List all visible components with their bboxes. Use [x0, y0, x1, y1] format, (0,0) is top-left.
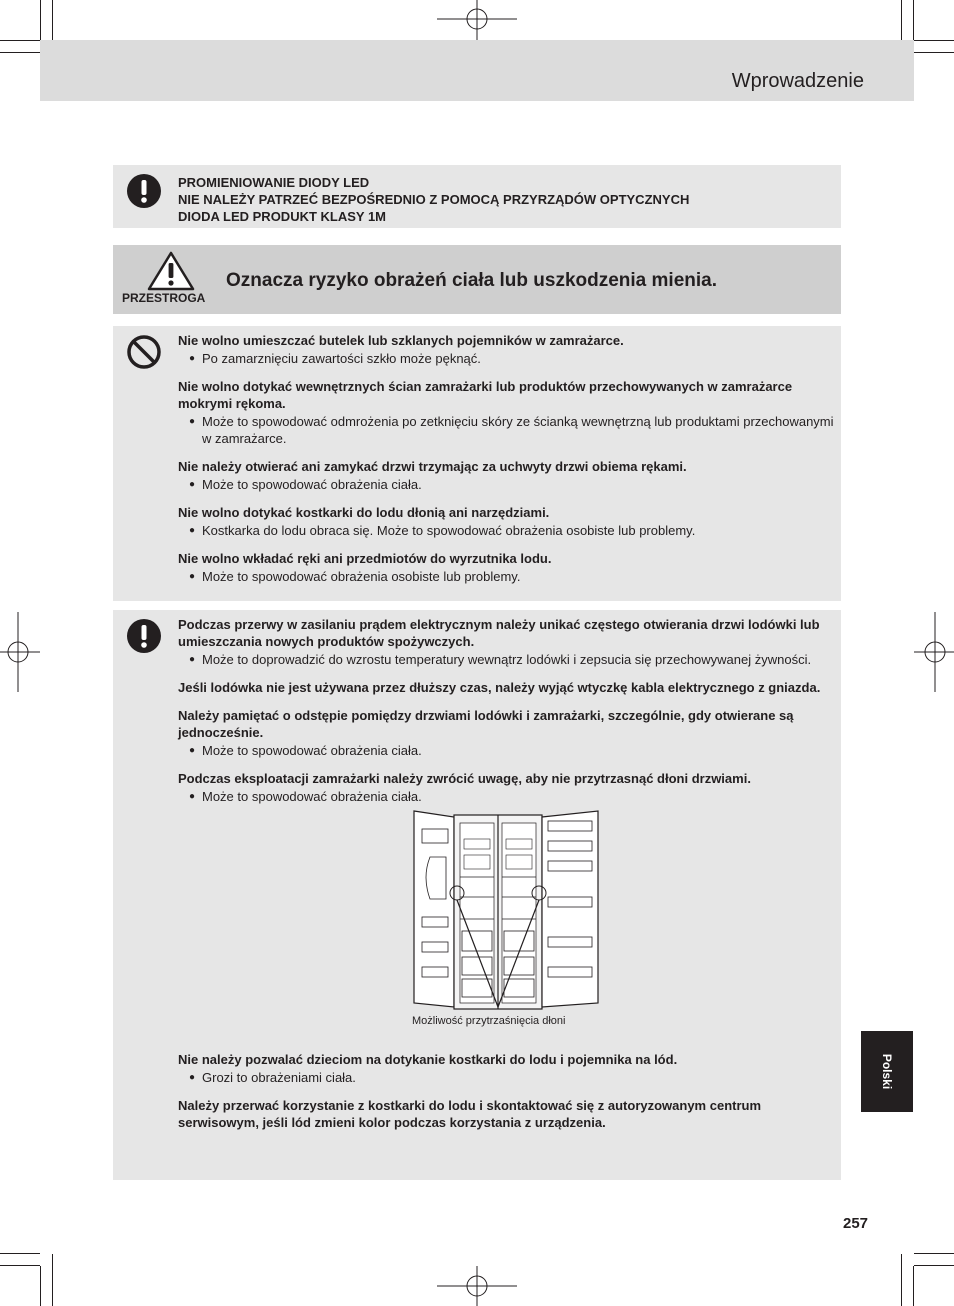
warning-item [178, 1051, 838, 1086]
warning-heading: Nie wolno wkładać ręki ani przedmiotów do wyrzutnika lodu. [178, 551, 552, 566]
crop-mark [914, 52, 954, 53]
language-tab [861, 1031, 913, 1112]
figure-caption: Możliwość przytrzaśnięcia dłoni [412, 1015, 566, 1027]
crop-mark [0, 52, 40, 53]
warning-item [178, 504, 838, 539]
warning-item [178, 679, 838, 696]
warning-triangle-icon [147, 251, 195, 291]
side-by-side-refrigerator-illustration [412, 807, 602, 1012]
warning-heading: Nie wolno dotykać kostkarki do lodu dłonią ani narzędziami. [178, 505, 550, 520]
crop-mark [40, 1266, 41, 1306]
caution-label: PRZESTROGA [122, 291, 206, 305]
crop-mark [901, 1254, 902, 1306]
warning-bullet: ● Po zamarznięciu zawartości szkło może pęknąć. [178, 350, 838, 367]
section-title: Wprowadzenie [731, 70, 864, 92]
warning-bullet: ● Może to spowodować odmrożenia po zetknięciu skóry ze ścianką wewnętrzną lub produktami przechowanymi w zamrażarce. [178, 413, 838, 447]
led-notice-line: PROMIENIOWANIE DIODY LED [178, 175, 370, 190]
caution-heading: Oznacza ryzyko obrażeń ciała lub uszkodzenia mienia. [226, 270, 717, 291]
warning-heading: Podczas przerwy w zasilaniu prądem elektrycznym należy unikać częstego otwierania drzwi lodówki lub umieszczania nowych produktów spożywczych. [178, 617, 820, 649]
warning-item [178, 1097, 838, 1131]
crop-mark [914, 1265, 954, 1266]
instructions-panel [113, 610, 841, 1180]
warning-bullet: ● Może to spowodować obrażenia osobiste lub problemy. [178, 568, 838, 585]
registration-mark [0, 612, 40, 692]
header-band [40, 40, 914, 101]
prohibition-icon [126, 334, 162, 370]
crop-mark [52, 1254, 53, 1306]
crop-mark [0, 40, 40, 41]
led-notice-line: DIODA LED PRODUKT KLASY 1M [178, 209, 387, 224]
registration-mark [914, 612, 954, 692]
warning-item [178, 458, 838, 493]
exclamation-icon [126, 173, 162, 209]
warning-heading: Podczas eksploatacji zamrażarki należy zwrócić uwagę, aby nie przytrzasnąć dłoni drzwiami. [178, 771, 751, 786]
led-notice-line: NIE NALEŻY PATRZEĆ BEZPOŚREDNIO Z POMOCĄ PRZYRZĄDÓW OPTYCZNYCH [178, 192, 690, 207]
registration-mark [437, 0, 517, 40]
warning-heading: Nie wolno umieszczać butelek lub szklanych pojemników w zamrażarce. [178, 333, 624, 348]
page-number: 257 [843, 1215, 869, 1232]
refrigerator-figure [178, 807, 838, 1039]
registration-mark [437, 1266, 517, 1306]
crop-mark [913, 1266, 914, 1306]
warning-bullet: ● Może to doprowadzić do wzrostu temperatury wewnątrz lodówki i zepsucia się przechowywanej żywności. [178, 651, 838, 668]
warning-item [178, 332, 838, 367]
crop-mark [914, 40, 954, 41]
warning-item [178, 616, 838, 668]
warning-bullet: ● Kostkarka do lodu obraca się. Może to spowodować obrażenia osobiste lub problemy. [178, 522, 838, 539]
exclamation-icon [126, 618, 162, 654]
warning-heading: Nie należy pozwalać dzieciom na dotykanie kostkarki do lodu i pojemnika na lód. [178, 1052, 678, 1067]
crop-mark [913, 0, 914, 40]
warning-heading: Nie należy otwierać ani zamykać drzwi trzymając za uchwyty drzwi obiema rękami. [178, 459, 687, 474]
warning-heading: Nie wolno dotykać wewnętrznych ścian zamrażarki lub produktów przechowywanych w zamrażarce mokrymi rękoma. [178, 379, 793, 411]
crop-mark [0, 1253, 40, 1254]
warning-bullet: ● Może to spowodować obrażenia ciała. [178, 788, 838, 805]
crop-mark [914, 1253, 954, 1254]
language-tab-label: Polski [880, 1053, 894, 1090]
warning-item [178, 707, 838, 759]
warning-item [178, 378, 838, 447]
warning-heading: Należy pamiętać o odstępie pomiędzy drzwiami lodówki i zamrażarki, szczególnie, gdy otwierane są jednocześnie. [178, 708, 794, 740]
warning-bullet: ● Może to spowodować obrażenia ciała. [178, 476, 838, 493]
warning-item [178, 770, 838, 805]
warning-bullet: ● Może to spowodować obrażenia ciała. [178, 742, 838, 759]
warning-heading: Należy przerwać korzystanie z kostkarki do lodu i skontaktować się z autoryzowanym centrum serwisowym, jeśli lód zmieni kolor podczas korzystania z urządzenia. [178, 1098, 762, 1130]
crop-mark [40, 0, 41, 40]
caution-header [113, 245, 841, 314]
crop-mark [0, 1265, 40, 1266]
warning-item [178, 550, 838, 585]
prohibitions-panel [113, 326, 841, 601]
warning-bullet: ● Grozi to obrażeniami ciała. [178, 1069, 838, 1086]
led-notice [113, 165, 841, 228]
warning-heading: Jeśli lodówka nie jest używana przez dłuższy czas, należy wyjąć wtyczkę kabla elektrycznego z gniazda. [178, 680, 821, 695]
